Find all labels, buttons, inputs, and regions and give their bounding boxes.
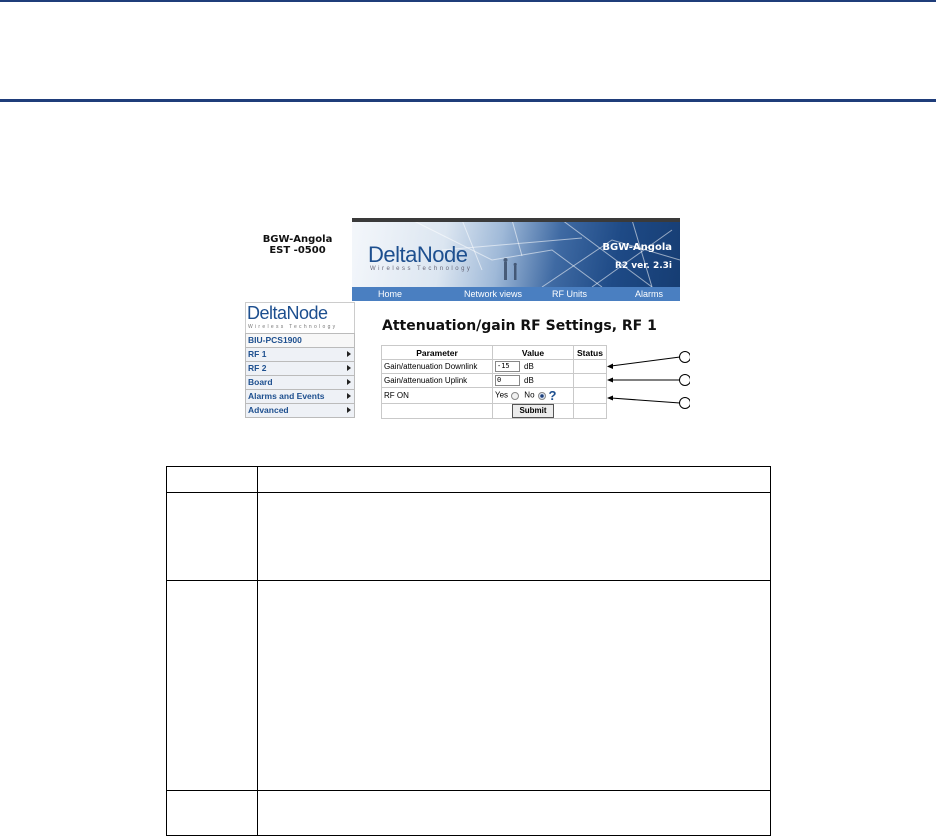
column-header: Value [493, 346, 574, 360]
callout-markers [245, 218, 690, 433]
banner-version: R2 ver. 2.3i [614, 261, 672, 271]
table-cell [258, 581, 771, 791]
table-cell [258, 493, 771, 581]
downlink-gain-input[interactable]: -15 [495, 361, 520, 372]
table-row [167, 791, 771, 836]
parameter-label: Gain/attenuation Downlink [382, 360, 493, 374]
question-mark-icon[interactable]: ? [548, 388, 557, 403]
circle-marker-icon [680, 398, 691, 409]
unit-label: dB [524, 375, 534, 385]
table-row [167, 467, 771, 493]
rf-on-no-label: No [524, 390, 535, 400]
banner-logo: DeltaNode [368, 242, 468, 267]
column-header: Parameter [382, 346, 493, 360]
sidebar-item-label: Advanced [248, 405, 289, 415]
sidebar-logo-text: DeltaNode [247, 303, 328, 323]
banner-site-name: BGW-Angola [602, 242, 672, 253]
callout-arrowhead [607, 396, 613, 401]
sidebar-unit-name: BIU-PCS1900 [245, 333, 355, 348]
nav-network-views[interactable]: Network views [464, 289, 523, 299]
table-row [167, 493, 771, 581]
table-cell [167, 791, 258, 836]
site-timezone: EST -0500 [269, 245, 326, 256]
submit-button[interactable]: Submit [512, 404, 553, 418]
callout-line [611, 398, 680, 403]
top-rule [0, 0, 936, 2]
table-cell [167, 467, 258, 493]
sidebar-item-label: RF 2 [248, 363, 267, 373]
callout-arrowhead [607, 364, 613, 370]
sidebar-item-label: Alarms and Events [248, 391, 325, 401]
nav-rf-units[interactable]: RF Units [552, 289, 588, 299]
sidebar-item-label: Board [248, 377, 273, 387]
table-cell [258, 791, 771, 836]
callout-line [611, 357, 680, 366]
column-header: Status [574, 346, 607, 360]
callout-arrowhead [607, 378, 613, 383]
circle-marker-icon [680, 375, 691, 386]
nav-alarms[interactable]: Alarms [635, 289, 664, 299]
parameter-label: Gain/attenuation Uplink [382, 374, 493, 388]
rf-on-yes-label: Yes [495, 390, 509, 400]
header-rule [0, 99, 936, 102]
parameter-label: RF ON [382, 388, 493, 404]
description-table [166, 466, 771, 836]
table-row [167, 581, 771, 791]
site-name: BGW-Angola [262, 234, 333, 245]
banner-logo-tagline: Wireless Technology [370, 266, 473, 272]
table-cell [258, 467, 771, 493]
uplink-gain-input[interactable]: 0 [495, 375, 520, 386]
sidebar-item-label: RF 1 [248, 349, 267, 359]
page-title: Attenuation/gain RF Settings, RF 1 [382, 318, 657, 334]
ui-screenshot-figure [245, 218, 680, 433]
nav-home[interactable]: Home [378, 289, 403, 299]
sidebar-logo-tagline: Wireless Technology [248, 324, 338, 330]
circle-marker-icon [680, 352, 691, 363]
table-cell [167, 581, 258, 791]
unit-label: dB [524, 361, 534, 371]
table-cell [167, 493, 258, 581]
